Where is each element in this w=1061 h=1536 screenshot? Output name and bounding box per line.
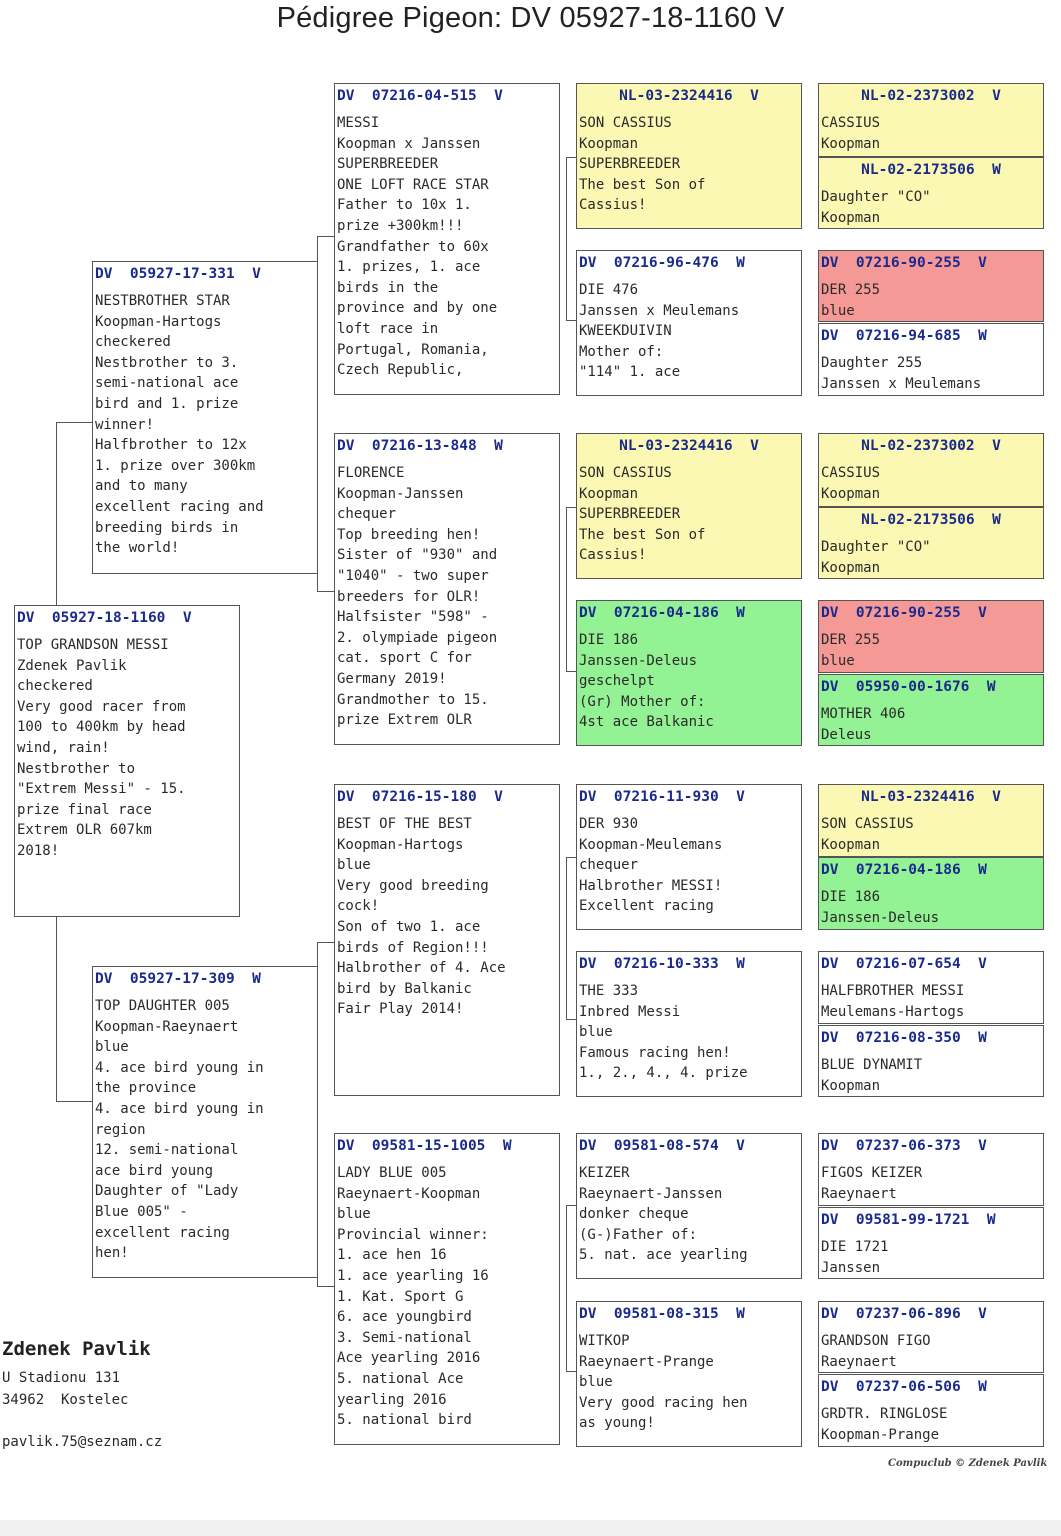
pigeon-card-sd (334, 433, 560, 745)
pigeon-info-line: Very good breeding (337, 877, 489, 894)
pigeon-card-g5 (818, 433, 1044, 507)
pigeon-info-line: SON CASSIUS (821, 816, 914, 832)
ring-number: DV 05927-17-309 W (95, 971, 261, 987)
pigeon-info-line: the province (95, 1080, 197, 1097)
pigeon-info-line: BEST OF THE BEST (337, 816, 472, 832)
ring-number: NL-03-2324416 V (619, 88, 759, 104)
pigeon-info-line: Raeynaert-Prange (579, 1353, 714, 1370)
ring-number: DV 07216-13-848 W (337, 438, 503, 454)
pigeon-info-line: Nestbrother to 3. (95, 354, 239, 371)
pigeon-info-line: Grandmother to 15. (337, 691, 489, 708)
pigeon-info-line: Blue 005" - (95, 1203, 188, 1220)
pigeon-info-line: Daughter of "Lady (95, 1183, 239, 1200)
pigeon-info-line: Deleus (821, 726, 872, 743)
pigeon-info-line: semi-national ace (95, 375, 239, 392)
pigeon-card-g2 (818, 157, 1044, 229)
pigeon-info-line: 1. ace hen 16 (337, 1247, 447, 1264)
pigeon-info-line: 100 to 400km by head (17, 719, 186, 736)
pigeon-info-line: BLUE DYNAMIT (821, 1057, 923, 1073)
connector-line (317, 591, 335, 592)
pigeon-card-dd (334, 1133, 560, 1445)
pigeon-info-line: 6. ace youngbird (337, 1309, 472, 1326)
pigeon-info-line: Raeynaert (821, 1353, 897, 1370)
ring-number: DV 07216-04-186 W (579, 605, 745, 621)
pigeon-card-sire (92, 261, 318, 574)
pigeon-info-line: Sister of "930" and (337, 547, 498, 564)
pigeon-info-line: CASSIUS (821, 115, 881, 131)
pigeon-info-line: GRDTR. RINGLOSE (821, 1406, 948, 1422)
pigeon-info-line: Halbrother of 4. Ace (337, 960, 506, 977)
pigeon-info-line: Halfsister "598" - (337, 609, 489, 626)
pigeon-info-line: Koopman x Janssen (337, 135, 481, 152)
pigeon-info-line: and to many (95, 478, 188, 495)
pigeon-info-line: yearling 2016 (337, 1391, 447, 1408)
pigeon-info-line: breeding birds in (95, 519, 239, 536)
pigeon-info-line: Daughter "CO" (821, 539, 931, 555)
pigeon-info-line: The best Son of (579, 176, 706, 193)
pigeon-card-g10 (818, 857, 1044, 930)
pigeon-info-line: prize Extrem OLR (337, 712, 472, 729)
pigeon-info-line: Father to 10x 1. (337, 197, 472, 214)
pigeon-info-line: 4. ace bird young in (95, 1100, 264, 1117)
pigeon-info-line: NESTBROTHER STAR (95, 293, 230, 309)
pigeon-info-line: blue (821, 652, 855, 669)
pigeon-card-g4 (818, 323, 1044, 396)
pigeon-card-g3 (818, 250, 1044, 322)
ring-number: NL-03-2324416 V (619, 438, 759, 454)
pigeon-info-line: 4. ace bird young in (95, 1059, 264, 1076)
pigeon-info-line: Koopman (821, 485, 881, 502)
pigeon-info-line: Janssen x Meulemans (579, 302, 740, 319)
ring-number: DV 07237-06-506 W (821, 1379, 987, 1395)
pigeon-info-line: HALFBROTHER MESSI (821, 983, 965, 999)
pigeon-info-line: Raeynaert (821, 1185, 897, 1202)
pigeon-info-line: Koopman (821, 209, 881, 226)
pigeon-info-line: THE 333 (579, 983, 639, 999)
pigeon-info-line: CASSIUS (821, 465, 881, 481)
pigeon-info-line: region (95, 1121, 146, 1138)
ring-number: DV 05950-00-1676 W (821, 679, 996, 695)
pigeon-info-line: loft race in (337, 320, 439, 337)
pigeon-info-line: SON CASSIUS (579, 465, 672, 481)
pigeon-card-dam (92, 966, 318, 1278)
pigeon-info-line: SON CASSIUS (579, 115, 672, 131)
ring-number: DV 07216-08-350 W (821, 1030, 987, 1046)
pigeon-info-line: bird and 1. prize (95, 395, 239, 412)
ring-number: DV 07216-04-515 V (337, 88, 503, 104)
pigeon-info-line: FLORENCE (337, 465, 405, 481)
pigeon-info-line: SUPERBREEDER (579, 156, 681, 173)
ring-number: DV 07216-90-255 V (821, 255, 987, 271)
pigeon-info-line: 12. semi-national (95, 1142, 239, 1159)
ring-number: DV 07216-90-255 V (821, 605, 987, 621)
page-title: Pédigree Pigeon: DV 05927-18-1160 V (276, 2, 785, 34)
pigeon-info-line: 5. nat. ace yearling (579, 1247, 748, 1264)
pigeon-info-line: FIGOS KEIZER (821, 1165, 923, 1181)
breeder-address: 34962 Kostelec (2, 1392, 129, 1408)
pigeon-info-line: as young! (579, 1415, 655, 1432)
pigeon-info-line: The best Son of (579, 526, 706, 543)
pigeon-info-line: Janssen-Deleus (821, 909, 940, 926)
pigeon-info-line: chequer (579, 857, 639, 874)
pigeon-info-line: Son of two 1. ace (337, 918, 481, 935)
pigeon-info-line: Raeynaert-Janssen (579, 1185, 723, 1202)
pigeon-info-line: MESSI (337, 115, 380, 131)
pigeon-info-line: 1. ace yearling 16 (337, 1267, 489, 1284)
ring-number: DV 07237-06-896 V (821, 1306, 987, 1322)
pigeon-info-line: Very good racer from (17, 698, 186, 715)
pigeon-info-line: Portugal, Romania, (337, 341, 489, 358)
ring-number: DV 05927-18-1160 V (17, 610, 192, 626)
pigeon-info-line: blue (579, 1374, 613, 1391)
pigeon-card-g15 (818, 1301, 1044, 1373)
pigeon-info-line: Meulemans-Hartogs (821, 1003, 965, 1020)
pigeon-card-g13 (818, 1133, 1044, 1206)
page-bottom-strip (0, 1520, 1061, 1536)
pigeon-info-line: birds of Region!!! (337, 939, 489, 956)
pigeon-info-line: cock! (337, 898, 380, 915)
pigeon-card-dss (576, 784, 802, 930)
connector-line (566, 857, 567, 1020)
pigeon-info-line: excellent racing (95, 1224, 230, 1241)
pigeon-info-line: Excellent racing (579, 898, 714, 915)
pigeon-card-ds (334, 784, 560, 1096)
pigeon-info-line: donker cheque (579, 1206, 689, 1223)
ring-number: NL-03-2324416 V (861, 789, 1001, 805)
pigeon-info-line: DIE 186 (579, 632, 639, 648)
ring-number: NL-02-2373002 V (861, 88, 1001, 104)
pigeon-info-line: 3. Semi-national (337, 1329, 472, 1346)
pigeon-card-g1 (818, 83, 1044, 157)
pigeon-info-line: Cassius! (579, 197, 647, 214)
pigeon-info-line: blue (337, 857, 371, 874)
pigeon-info-line: Janssen (821, 1259, 881, 1276)
pigeon-info-line: Koopman (821, 135, 881, 152)
ring-number: DV 07216-15-180 V (337, 789, 503, 805)
breeder-name: Zdenek Pavlik (2, 1338, 151, 1360)
pigeon-card-g7 (818, 600, 1044, 673)
pigeon-info-line: SUPERBREEDER (337, 156, 439, 173)
ring-number: DV 07216-94-685 W (821, 328, 987, 344)
pigeon-info-line: Koopman-Raeynaert (95, 1018, 239, 1035)
pigeon-info-line: Provincial winner: (337, 1226, 489, 1243)
pigeon-info-line: blue (579, 1024, 613, 1041)
pigeon-info-line: Ace yearling 2016 (337, 1350, 481, 1367)
pigeon-card-g8 (818, 674, 1044, 746)
ring-number: DV 09581-99-1721 W (821, 1212, 996, 1228)
pigeon-card-g11 (818, 951, 1044, 1024)
pigeon-info-line: Very good racing hen (579, 1394, 748, 1411)
pigeon-card-dds (576, 1133, 802, 1279)
pigeon-card-g14 (818, 1207, 1044, 1279)
pigeon-info-line: Zdenek Pavlik (17, 657, 127, 674)
pigeon-info-line: 4st ace Balkanic (579, 714, 714, 731)
pigeon-info-line: (Gr) Mother of: (579, 693, 706, 710)
pigeon-info-line: 5. national Ace (337, 1370, 464, 1387)
pigeon-card-ssd (576, 250, 802, 396)
pigeon-card-g9 (818, 784, 1044, 857)
connector-line (317, 1286, 335, 1287)
pigeon-info-line: wind, rain! (17, 739, 110, 756)
pigeon-info-line: 1., 2., 4., 4. prize (579, 1065, 748, 1082)
pigeon-info-line: 1. prizes, 1. ace (337, 259, 481, 276)
pigeon-info-line: 5. national bird (337, 1412, 472, 1429)
pigeon-info-line: the world! (95, 540, 180, 557)
pigeon-info-line: blue (821, 302, 855, 319)
connector-line (566, 1205, 567, 1372)
ring-number: NL-02-2173506 W (861, 162, 1001, 178)
pigeon-info-line: breeders for OLR! (337, 588, 481, 605)
pigeon-info-line: DIE 1721 (821, 1239, 889, 1255)
pigeon-info-line: WITKOP (579, 1333, 630, 1349)
pigeon-info-line: Cassius! (579, 547, 647, 564)
ring-number: DV 09581-15-1005 W (337, 1138, 512, 1154)
pigeon-info-line: excellent racing and (95, 498, 264, 515)
pigeon-info-line: Halbrother MESSI! (579, 877, 723, 894)
pigeon-info-line: Czech Republic, (337, 362, 464, 379)
pigeon-card-g12 (818, 1025, 1044, 1097)
pigeon-info-line: GRANDSON FIGO (821, 1333, 931, 1349)
ring-number: DV 07237-06-373 V (821, 1138, 987, 1154)
pigeon-info-line: province and by one (337, 300, 498, 317)
pigeon-info-line: blue (337, 1206, 371, 1223)
ring-number: DV 05927-17-331 V (95, 266, 261, 282)
connector-line (56, 916, 57, 1102)
pigeon-info-line: Koopman-Janssen (337, 485, 464, 502)
pigeon-info-line: DER 255 (821, 282, 881, 298)
connector-line (566, 507, 567, 672)
pigeon-info-line: DIE 186 (821, 889, 881, 905)
pigeon-info-line: DIE 476 (579, 282, 639, 298)
pigeon-info-line: 2. olympiade pigeon (337, 629, 498, 646)
pigeon-card-ss (334, 83, 560, 395)
pigeon-card-dsd (576, 951, 802, 1097)
pigeon-info-line: ONE LOFT RACE STAR (337, 176, 489, 193)
pigeon-info-line: bird by Balkanic (337, 980, 472, 997)
pigeon-info-line: chequer (337, 506, 397, 523)
ring-number: NL-02-2173506 W (861, 512, 1001, 528)
connector-line (317, 942, 335, 943)
copyright-footer: Compuclub © Zdenek Pavlik (888, 1458, 1048, 1469)
ring-number: DV 07216-96-476 W (579, 255, 745, 271)
pigeon-info-line: Koopman (821, 836, 881, 853)
breeder-address: U Stadionu 131 (2, 1370, 121, 1386)
pigeon-info-line: Top breeding hen! (337, 526, 481, 543)
pigeon-info-line: Mother of: (579, 343, 664, 360)
ring-number: DV 07216-10-333 W (579, 956, 745, 972)
pigeon-card-sss (576, 83, 802, 229)
pigeon-info-line: Koopman (821, 1077, 881, 1094)
pigeon-card-subject (14, 605, 240, 917)
pigeon-info-line: Koopman-Prange (821, 1426, 940, 1443)
pigeon-info-line: cat. sport C for (337, 650, 472, 667)
pigeon-info-line: DER 255 (821, 632, 881, 648)
pigeon-info-line: (G-)Father of: (579, 1226, 698, 1243)
pigeon-info-line: geschelpt (579, 673, 655, 690)
ring-number: DV 07216-04-186 W (821, 862, 987, 878)
pigeon-info-line: hen! (95, 1245, 129, 1262)
pigeon-info-line: Grandfather to 60x (337, 238, 489, 255)
pigeon-info-line: ace bird young (95, 1162, 214, 1179)
pigeon-info-line: Janssen x Meulemans (821, 375, 982, 392)
connector-line (317, 236, 335, 237)
pigeon-info-line: Janssen-Deleus (579, 652, 698, 669)
connector-line (56, 422, 57, 606)
pigeon-info-line: Koopman-Hartogs (95, 313, 222, 330)
pigeon-info-line: Raeynaert-Koopman (337, 1185, 481, 1202)
pigeon-info-line: "1040" - two super (337, 567, 489, 584)
pigeon-info-line: prize final race (17, 801, 152, 818)
ring-number: DV 09581-08-315 W (579, 1306, 745, 1322)
pigeon-info-line: 2018! (17, 842, 60, 859)
pigeon-info-line: prize +300km!!! (337, 217, 464, 234)
ring-number: DV 09581-08-574 V (579, 1138, 745, 1154)
pigeon-info-line: Daughter "CO" (821, 189, 931, 205)
pigeon-info-line: SUPERBREEDER (579, 506, 681, 523)
pigeon-card-sdd (576, 600, 802, 746)
pigeon-info-line: birds in the (337, 279, 439, 296)
pigeon-info-line: 1. prize over 300km (95, 457, 256, 474)
pigeon-info-line: Koopman (579, 485, 639, 502)
pigeon-info-line: Extrem OLR 607km (17, 822, 152, 839)
pigeon-info-line: "114" 1. ace (579, 364, 681, 381)
pigeon-info-line: LADY BLUE 005 (337, 1165, 447, 1181)
pigeon-info-line: TOP DAUGHTER 005 (95, 998, 230, 1014)
connector-line (56, 422, 93, 423)
breeder-email: pavlik.75@seznam.cz (2, 1434, 163, 1450)
pigeon-info-line: Inbred Messi (579, 1003, 681, 1020)
pigeon-info-line: Germany 2019! (337, 670, 447, 687)
connector-line (56, 1101, 93, 1102)
pigeon-info-line: Koopman (579, 135, 639, 152)
pigeon-card-g6 (818, 507, 1044, 579)
pigeon-info-line: "Extrem Messi" - 15. (17, 781, 186, 798)
connector-line (566, 157, 567, 321)
pigeon-info-line: Nestbrother to (17, 760, 136, 777)
pigeon-info-line: TOP GRANDSON MESSI (17, 637, 169, 653)
pigeon-info-line: Koopman-Hartogs (337, 836, 464, 853)
pigeon-info-line: MOTHER 406 (821, 706, 906, 722)
pigeon-info-line: checkered (95, 334, 171, 351)
pigeon-card-sds (576, 433, 802, 579)
pigeon-info-line: DER 930 (579, 816, 639, 832)
pigeon-info-line: Daughter 255 (821, 355, 923, 371)
ring-number: NL-02-2373002 V (861, 438, 1001, 454)
pigeon-info-line: Fair Play 2014! (337, 1001, 464, 1018)
pigeon-info-line: checkered (17, 678, 93, 695)
pigeon-info-line: KWEEKDUIVIN (579, 323, 672, 340)
pigeon-card-ddd (576, 1301, 802, 1447)
pigeon-info-line: blue (95, 1039, 129, 1056)
pigeon-info-line: KEIZER (579, 1165, 630, 1181)
ring-number: DV 07216-11-930 V (579, 789, 745, 805)
pigeon-info-line: Famous racing hen! (579, 1044, 731, 1061)
pigeon-info-line: Koopman (821, 559, 881, 576)
pigeon-info-line: winner! (95, 416, 155, 433)
pigeon-info-line: 1. Kat. Sport G (337, 1288, 464, 1305)
pigeon-card-g16 (818, 1374, 1044, 1447)
pigeon-info-line: Koopman-Meulemans (579, 836, 723, 853)
ring-number: DV 07216-07-654 V (821, 956, 987, 972)
pigeon-info-line: Halfbrother to 12x (95, 437, 247, 454)
